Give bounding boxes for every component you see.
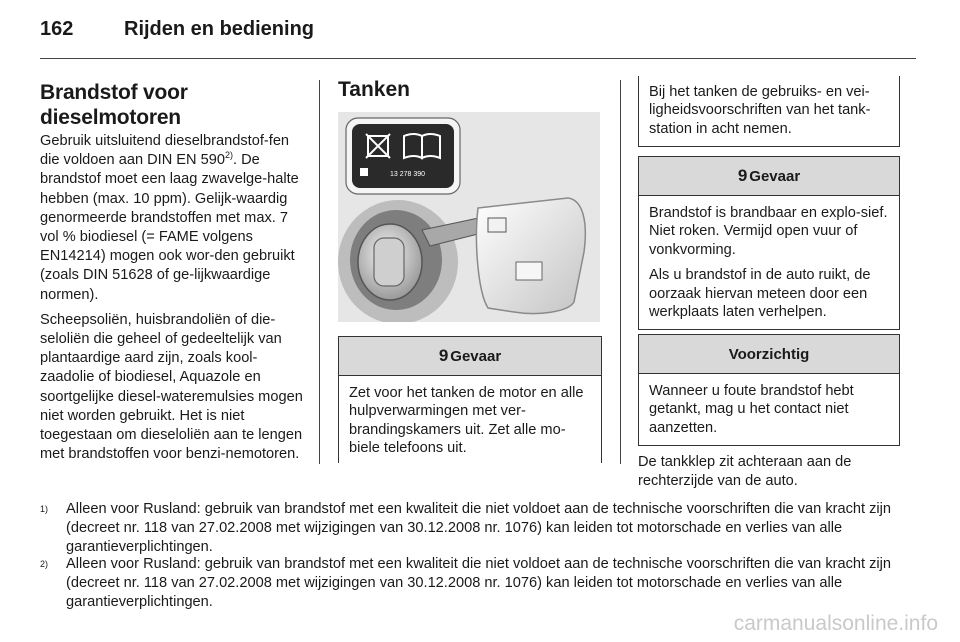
image-label-code: 13 278 390 <box>390 171 426 178</box>
section-title: Rijden en bediening <box>124 18 315 40</box>
danger-box-refuel-body <box>339 376 601 466</box>
intro-box <box>638 76 900 147</box>
paragraph-diesel-fuel-part2: . De brandstof moet een laag zwavelge-halte hebben (max. 10 ppm). Gelijk-waardig genormeerde brandstoffen met max. 7 vol % biodiesel (= FAME volgens EN14214) mogen ook wor-den gebruikt (zoals DIN 51628 of ge-lijkwaardige normen). <box>40 152 299 303</box>
heading-diesel-line2: dieselmotoren <box>40 106 181 129</box>
paragraph-diesel-fuel-part1: Gebruik uitsluitend dieselbrandstof-fen die voldoen aan DIN EN 590 <box>40 133 290 169</box>
column-divider-left <box>319 80 320 464</box>
footnote-1 <box>0 500 960 556</box>
footnote-2-text: Alleen voor Rusland: gebruik van brandstof met een kwaliteit die niet voldoet aan de technische voorschriften die van kracht zijn (decreet nr. 118 van 27.02.2008 met wijzigingen van 30.12.2008 nr. 1076) kan leiden tot motorschade en verlies van alle garantieverplichtingen. <box>66 556 892 611</box>
warning-icon: 9 <box>438 346 449 365</box>
warning-icon: 9 <box>737 166 748 185</box>
fuel-filler-illustration <box>338 112 600 322</box>
footnote-ref-2: 2) <box>224 150 233 161</box>
caution-box <box>638 334 900 446</box>
intro-box-body <box>639 76 899 146</box>
footnote-1-text: Alleen voor Rusland: gebruik van brandstof met een kwaliteit die niet voldoet aan de technische voorschriften die van kracht zijn (decreet nr. 118 van 27.02.2008 met wijzigingen van 30.12.2008 nr. 1076) kan leiden tot motorschade en verlies van alle garantieverplichtingen. <box>66 501 892 556</box>
intro-box-text: Bij het tanken de gebruiks- en vei-ligheidsvoorschriften van het tank-station in acht nemen. <box>649 84 871 137</box>
danger-box-fuel <box>638 156 900 330</box>
page-number: 162 <box>40 18 74 40</box>
paragraph-diesel-fuel <box>40 132 306 305</box>
danger-box-refuel-heading: Gevaar <box>450 347 502 365</box>
danger-box-fuel-heading: Gevaar <box>749 167 801 185</box>
caution-box-header <box>639 335 899 374</box>
danger-box-fuel-text-2: Als u brandstof in de auto ruikt, de oorzaak hiervan meteen door een werkplaats laten verhelpen. <box>649 267 871 321</box>
caution-box-text: Wanneer u foute brandstof hebt getankt, mag u het contact niet aanzetten. <box>649 383 854 436</box>
watermark: carmanualsonline.info <box>733 612 938 635</box>
column-divider-right <box>620 80 621 464</box>
footnote-2-mark: 2) <box>40 559 49 569</box>
danger-box-refuel <box>338 336 602 463</box>
fuel-filler-image <box>338 112 600 322</box>
danger-box-fuel-header <box>639 157 899 196</box>
danger-box-fuel-body <box>639 196 899 329</box>
footnote-1-mark: 1) <box>40 504 49 514</box>
paragraph-prohibited-fuels: Scheepsoliën, huisbrandoliën of die-seloliën die geheel of gedeeltelijk van plantaardige aard zijn, zoals kool-zaadolie of biodiesel, Aquazole en soortgelijke diesel-wateremulsies mogen niet worden gebruikt. Het is niet toegestaan om dieseloliën aan te lengen met brandstoffen voor benzi-nemotoren. <box>40 311 303 463</box>
heading-diesel-line1: Brandstof voor <box>40 81 188 104</box>
caution-box-body <box>639 374 899 445</box>
danger-box-fuel-text-1: Brandstof is brandbaar en explo-sief. Niet roken. Vermijd open vuur of vonkvorming. <box>649 205 888 258</box>
closing-paragraph <box>638 453 900 491</box>
header-rule <box>40 58 916 59</box>
heading-tanken: Tanken <box>338 78 410 101</box>
danger-box-refuel-header <box>339 337 601 376</box>
danger-box-refuel-text: Zet voor het tanken de motor en alle hulpverwarmingen met ver-brandingskamers uit. Zet alle mo-biele telefoons uit. <box>349 385 584 457</box>
caution-box-heading: Voorzichtig <box>728 345 810 363</box>
closing-text: De tankklep zit achteraan aan de rechterzijde van de auto. <box>638 454 852 490</box>
left-column <box>40 80 306 464</box>
footnote-2 <box>0 555 960 611</box>
